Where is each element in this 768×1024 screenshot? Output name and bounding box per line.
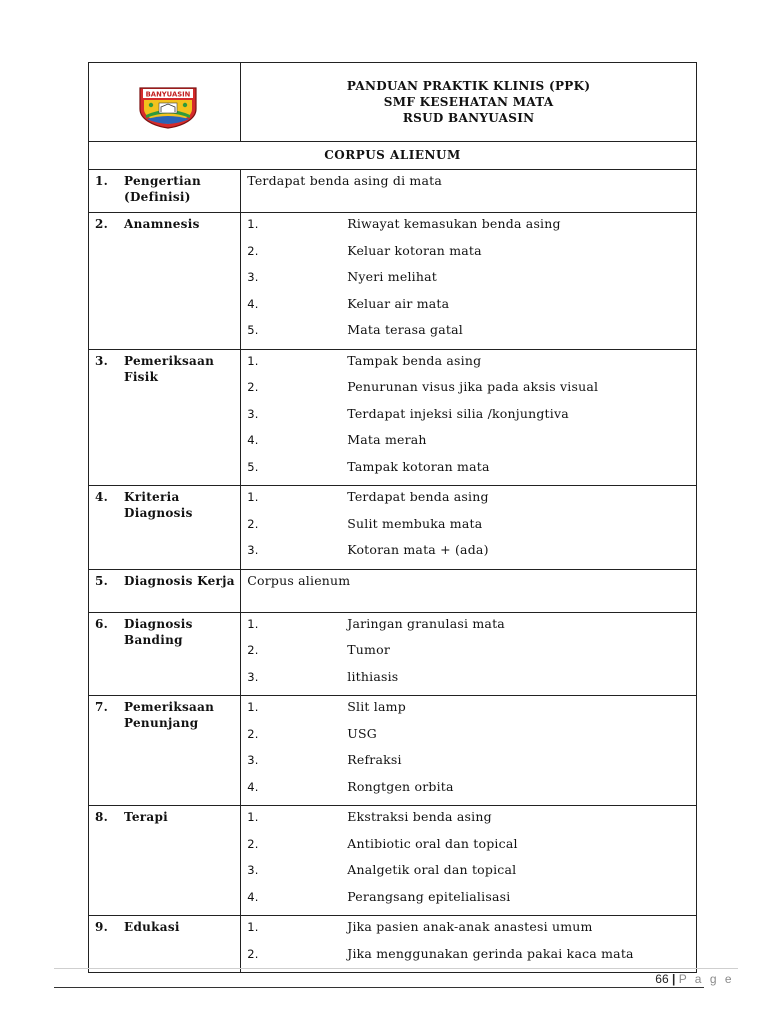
ppk-row: [89, 916, 697, 973]
list-item-text: Jaringan granulasi mata: [347, 615, 505, 631]
list-item-number: 1.: [247, 353, 259, 368]
list-item: [247, 699, 696, 726]
row-heading: Edukasi: [124, 920, 180, 934]
row-heading: Anamnesis: [124, 217, 200, 231]
document-title-line-1: PANDUAN PRAKTIK KLINIS (PPK): [346, 79, 591, 93]
ppk-row: [89, 569, 697, 612]
row-label-cell: [89, 806, 241, 916]
list-item-number: 3.: [247, 863, 259, 877]
list-item-number: 1.: [247, 920, 259, 934]
logo-text: BANYUASIN: [145, 90, 191, 99]
list-item-text: Ekstraksi benda asing: [347, 809, 492, 824]
row-label: [89, 916, 240, 935]
row-number: 5.: [95, 573, 109, 588]
list-item-number: 1.: [247, 217, 259, 231]
row-label: [89, 170, 240, 205]
row-heading: Diagnosis Banding: [124, 616, 193, 647]
list-item-number: 2.: [247, 516, 259, 531]
list-item: [247, 406, 696, 433]
row-content-cell: [241, 349, 697, 486]
list-item-text: Mata merah: [347, 432, 427, 447]
row-label-cell: [89, 569, 241, 612]
list-item: [247, 616, 696, 643]
list-item-text: Analgetik oral dan topical: [347, 862, 517, 877]
list-item-number: 4.: [247, 779, 259, 794]
list-item-number: 2.: [247, 836, 259, 851]
list-item-text: Keluar air mata: [347, 295, 450, 311]
row-heading: Terapi: [124, 810, 169, 824]
list-item: [247, 379, 696, 406]
list-item-text: Sulit membuka mata: [347, 515, 483, 531]
ppk-table: [88, 62, 697, 973]
list-item-number: 2.: [247, 946, 259, 961]
list-item-number: 1.: [247, 810, 259, 824]
footer-separator: |: [671, 972, 676, 986]
row-label-cell: [89, 486, 241, 570]
row-label: [89, 350, 240, 385]
list-item-number: 2.: [247, 243, 259, 258]
list-item: [247, 836, 696, 863]
row-content-cell: [241, 806, 697, 916]
list-item-number: 1.: [247, 700, 259, 714]
list-item-number: 5.: [247, 323, 259, 337]
row-content-cell: [241, 612, 697, 696]
list-item-text: Nyeri melihat: [347, 269, 437, 284]
row-content-cell: [241, 213, 697, 350]
row-number: 3.: [95, 353, 109, 368]
list-item: [247, 489, 696, 516]
list-item: [247, 642, 696, 669]
footer-divider-bottom: [54, 987, 704, 988]
list-item-text: Mata terasa gatal: [347, 322, 463, 337]
section-title-row: [89, 142, 697, 170]
row-number: 2.: [95, 217, 109, 231]
row-label-cell: [89, 916, 241, 973]
row-text: Corpus alienum: [247, 572, 351, 588]
list-item: [247, 542, 696, 569]
row-label-cell: [89, 213, 241, 350]
list-item-text: Refraksi: [347, 752, 402, 767]
row-label-cell: [89, 696, 241, 806]
row-label-cell: [89, 612, 241, 696]
list-item-number: 2.: [247, 380, 259, 394]
row-number: 7.: [95, 700, 109, 714]
row-content-cell: [241, 569, 697, 612]
row-number: 6.: [95, 616, 109, 631]
list-item-text: Antibiotic oral dan topical: [347, 835, 518, 851]
row-content: [241, 213, 696, 349]
list-item-number: 4.: [247, 433, 259, 447]
row-heading: Pengertian (Definisi): [124, 174, 202, 204]
ppk-row: [89, 349, 697, 486]
row-label: [89, 806, 240, 825]
row-content-cell: [241, 486, 697, 570]
document-title-line-2: SMF KESEHATAN MATA: [383, 95, 554, 109]
row-heading: Diagnosis Kerja: [124, 573, 235, 588]
list-item: [247, 322, 696, 349]
banyuasin-logo: [137, 85, 199, 129]
list-item: [247, 752, 696, 779]
list-item-text: Terdapat injeksi silia /konjungtiva: [347, 405, 569, 421]
row-heading: Pemeriksaan Fisik: [124, 353, 215, 384]
list-item-text: Penurunan visus jika pada aksis visual: [347, 379, 599, 394]
list-item-number: 1.: [247, 490, 259, 504]
list-item: [247, 243, 696, 270]
document-title-line-3: RSUD BANYUASIN: [402, 111, 535, 125]
list-item-text: Riwayat kemasukan benda asing: [347, 216, 561, 231]
list-item-text: Rongtgen orbita: [347, 778, 454, 794]
list-item: [247, 459, 696, 486]
row-number: 9.: [95, 920, 109, 934]
row-label: [89, 486, 240, 521]
list-item-number: 3.: [247, 669, 259, 684]
list-item: [247, 726, 696, 753]
ppk-document: [88, 62, 697, 973]
list-item-number: 3.: [247, 543, 259, 557]
list-item-text: lithiasis: [347, 668, 399, 684]
list-item-text: Jika pasien anak-anak anastesi umum: [347, 919, 593, 934]
list-item: [247, 269, 696, 296]
row-content: [241, 570, 696, 589]
list-item-text: Jika menggunakan gerinda pakai kaca mata: [347, 945, 634, 961]
ppk-row: [89, 213, 697, 350]
document-title-cell: [241, 63, 697, 142]
list-item-text: Terdapat benda asing: [347, 489, 489, 504]
row-text: Terdapat benda asing di mata: [247, 173, 443, 188]
list-item-text: Tampak kotoran mata: [347, 458, 490, 474]
row-label: [89, 696, 240, 731]
ppk-row: [89, 486, 697, 570]
page-footer: [655, 972, 734, 986]
list-item: [247, 353, 696, 380]
list-item: [247, 669, 696, 696]
list-item: [247, 889, 696, 916]
list-item: [247, 516, 696, 543]
list-item: [247, 432, 696, 459]
page-label: P a g e: [678, 972, 734, 986]
row-content: [241, 696, 696, 805]
list-item: [247, 919, 696, 946]
list-item-text: Perangsang epitelialisasi: [347, 888, 511, 904]
list-item-number: 3.: [247, 270, 259, 284]
page-number: 66: [655, 972, 669, 986]
row-label: [89, 613, 240, 648]
row-content: [241, 170, 696, 189]
list-item-text: Keluar kotoran mata: [347, 242, 482, 258]
list-item-text: Tampak benda asing: [347, 352, 482, 368]
header-row: [89, 63, 697, 142]
list-item: [247, 296, 696, 323]
ppk-row: [89, 696, 697, 806]
row-heading: Kriteria Diagnosis: [124, 490, 193, 520]
row-content-cell: [241, 170, 697, 213]
list-item-number: 4.: [247, 889, 259, 904]
row-content-cell: [241, 916, 697, 973]
section-title: CORPUS ALIENUM: [89, 142, 697, 170]
list-item-number: 4.: [247, 296, 259, 311]
row-number: 4.: [95, 490, 109, 504]
list-item: [247, 809, 696, 836]
logo-cell: [89, 63, 241, 142]
list-item-text: USG: [347, 725, 377, 741]
row-content: [241, 486, 696, 569]
row-label-cell: [89, 170, 241, 213]
row-content: [241, 613, 696, 696]
ppk-row: [89, 806, 697, 916]
list-item-number: 2.: [247, 643, 259, 657]
row-label-cell: [89, 349, 241, 486]
list-item-text: Tumor: [347, 642, 390, 657]
list-item-number: 1.: [247, 616, 259, 631]
list-item: [247, 779, 696, 806]
row-content-cell: [241, 696, 697, 806]
list-item: [247, 216, 696, 243]
list-item-text: Slit lamp: [347, 699, 406, 714]
row-content: [241, 350, 696, 486]
ppk-row: [89, 170, 697, 213]
list-item-text: Kotoran mata + (ada): [347, 542, 489, 557]
row-heading: Pemeriksaan Penunjang: [124, 700, 215, 730]
list-item-number: 2.: [247, 726, 259, 741]
list-item: [247, 862, 696, 889]
row-label: [89, 570, 240, 589]
footer-divider-top: [54, 968, 738, 969]
list-item-number: 5.: [247, 459, 259, 474]
list-item-number: 3.: [247, 406, 259, 421]
list-item-number: 3.: [247, 753, 259, 767]
row-content: [241, 916, 696, 972]
row-number: 1.: [95, 174, 109, 188]
row-number: 8.: [95, 810, 109, 824]
ppk-row: [89, 612, 697, 696]
row-label: [89, 213, 240, 232]
row-content: [241, 806, 696, 915]
